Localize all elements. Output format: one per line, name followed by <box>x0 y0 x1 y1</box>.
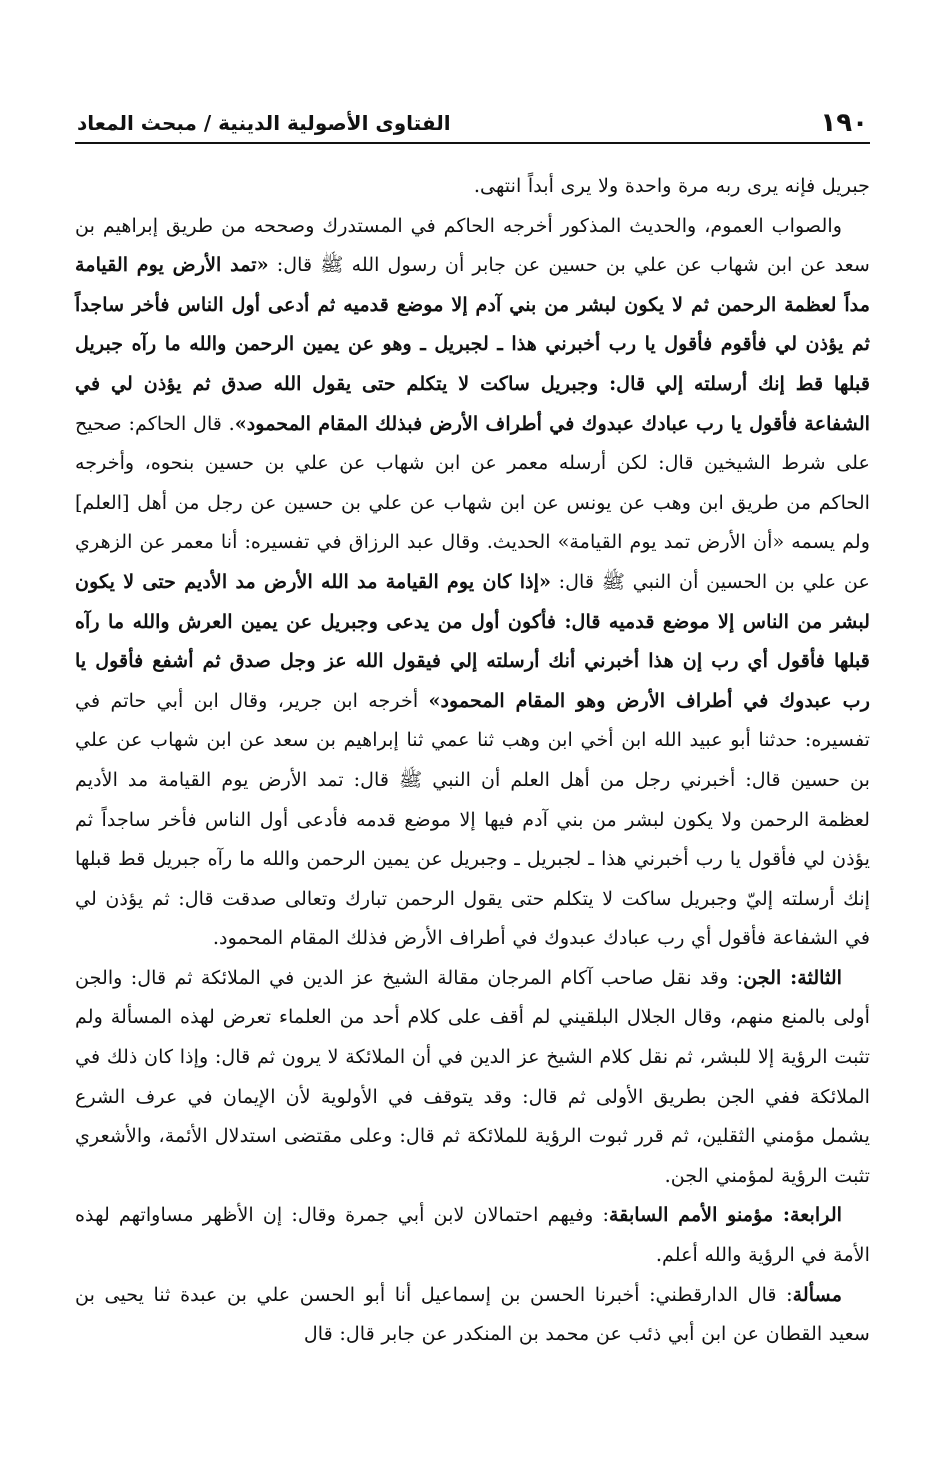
paragraph-question <box>75 1275 870 1354</box>
hadith-quote-bold: «إذا كان يوم القيامة مد الله الأرض مد الأديم حتى لا يكون لبشر من الناس إلا موضع قدميه قال: فأكون أول من يدعى وجبريل عن يمين العرش والله ما رآه قبلها فأقول أي رب إن هذا أخبرني أنك أرسلته إلي فيقول الله عز وجل صدق ثم أشفع فأقول يا رب عبدوك في أطراف الأرض وهو المقام المحمود» <box>75 569 870 712</box>
book-page <box>75 100 870 1354</box>
paragraph-continuation <box>75 166 870 206</box>
text-run: والصواب العموم، والحديث المذكور أخرجه الحاكم في المستدرك وصححه من طريق إبراهيم بن سعد عن ابن شهاب عن علي بن حسين عن جابر أن رسول الله ﷺ قال: <box>75 213 870 277</box>
text-run: جبريل فإنه يرى ربه مرة واحدة ولا يرى أبداً انتهى. <box>473 174 870 197</box>
paragraph-fourth-nations <box>75 1195 870 1274</box>
hadith-quote-bold: «تمد الأرض يوم القيامة مداً لعظمة الرحمن ثم لا يكون لبشر من بني آدم إلا موضع قدميه ثم أدعى أول الناس فأخر ساجداً ثم يؤذن لي فأقوم فأقول يا رب أخبرني هذا ـ لجبريل ـ وهو عن يمين الرحمن والله ما رآه جبريل قبلها قط إنك أرسلته إلي قال: وجبريل ساكت لا يتكلم حتى يقول الله صدق ثم يؤذن لي في الشفاعة فأقول يا رب عبادك عبدوك في أطراف الأرض فبذلك المقام المحمود» <box>75 253 870 435</box>
page-header <box>75 100 870 144</box>
section-heading-bold: الرابعة: مؤمنو الأمم السابقة <box>608 1203 842 1227</box>
page-body <box>75 166 870 1354</box>
section-heading-bold: مسألة <box>792 1282 842 1306</box>
running-title: الفتاوى الأصولية الدينية / مبحث المعاد <box>77 111 451 135</box>
text-run: . قال الحاكم: صحيح على شرط الشيخين قال: لكن أرسله معمر عن ابن شهاب عن علي بن حسين بنحوه، وأخرجه الحاكم من طريق ابن وهب عن يونس عن ابن شهاب عن علي بن حسين عن رجل من أهل [العلم] ولم يسمه «أن الأرض تمد يوم القيامة» الحديث. وقال عبد الرزاق في تفسيره: أنا معمر عن الزهري عن علي بن الحسين أن النبي ﷺ قال: <box>75 411 870 593</box>
paragraph-hadith <box>75 206 870 958</box>
paragraph-third-jinn <box>75 958 870 1196</box>
text-run: : وفيهم احتمالان لابن أبي جمرة وقال: إن الأظهر مساواتهم لهذه الأمة في الرؤية والله أعلم. <box>75 1203 870 1267</box>
text-run: : وقد نقل صاحب آكام المرجان مقالة الشيخ عز الدين في الملائكة ثم قال: والجن أولى بالمنع منهم، وقال الجلال البلقيني لم أقف على كلام أحد من العلماء تعرض لهذه المسألة ولم تثبت الرؤية إلا للبشر، ثم نقل كلام الشيخ عز الدين في أن الملائكة لا يرون ثم قال: وإذا كان ذلك في الملائكة ففي الجن بطريق الأولى ثم قال: وقد يتوقف في الأولوية لأن الإيمان في عرف الشرع يشمل مؤمني الثقلين، ثم قرر ثبوت الرؤية للملائكة ثم قال: وعلى مقتضى استدلال الأئمة، والأشعري تثبت الرؤية لمؤمني الجن. <box>75 965 870 1187</box>
section-heading-bold: الثالثة: الجن <box>743 965 842 989</box>
text-run: أخرجه ابن جرير، وقال ابن أبي حاتم في تفسيره: حدثنا أبو عبيد الله ابن أخي ابن وهب ثنا عمي ثنا إبراهيم بن سعد عن ابن شهاب عن علي بن حسين قال: أخبرني رجل من أهل العلم أن النبي ﷺ قال: تمد الأرض يوم القيامة مد الأديم لعظمة الرحمن ولا يكون لبشر من بني آدم فيها إلا موضع قدمه فأدعى أول الناس فأخر ساجداً ثم يؤذن لي فأقول يا رب أخبرني هذا ـ لجبريل ـ وجبريل عن يمين الرحمن والله ما رآه جبريل قط قبلها إنك أرسلته إليّ وجبريل ساكت لا يتكلم حتى يقول الرحمن تبارك وتعالى صدقت قال: ثم يؤذن لي في الشفاعة فأقول أي رب عبادك عبدوك في أطراف الأرض فذلك المقام المحمود. <box>75 688 870 950</box>
text-run: : قال الدارقطني: أخبرنا الحسن بن إسماعيل أنا أبو الحسن علي بن عبدة ثنا يحيى بن سعيد القطان عن ابن أبي ذئب عن محمد بن المنكدر عن جابر قال: قال <box>75 1282 870 1346</box>
page-number: ١٩٠ <box>820 108 868 138</box>
